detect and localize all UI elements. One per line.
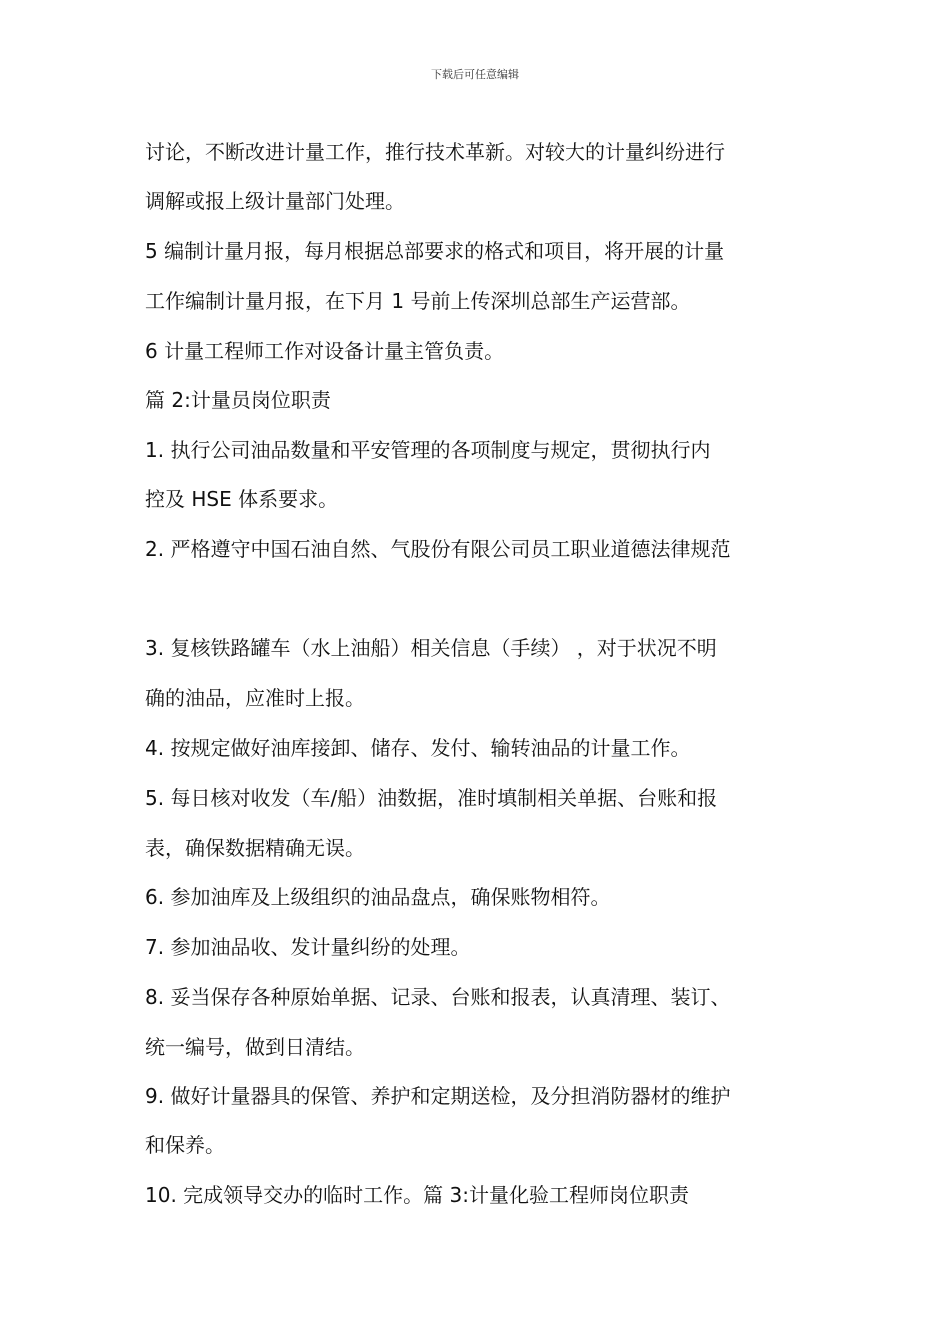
paragraph-line: 工作编制计量月报，在下月 1 号前上传深圳总部生产运营部。 [145,289,691,313]
paragraph-line: 9. 做好计量器具的保管、养护和定期送检，及分担消防器材的维护 [145,1084,731,1108]
paragraph-line: 讨论，不断改进计量工作，推行技术革新。对较大的计量纠纷进行 [145,140,725,164]
paragraph-line: 2. 严格遵守中国石油自然、气股份有限公司员工职业道德法律规范 [145,537,731,561]
paragraph-line: 和保养。 [145,1133,225,1157]
paragraph-line: 3. 复核铁路罐车（水上油船）相关信息（手续） ，对于状况不明 [145,636,717,660]
page-header: 下载后可任意编辑 [431,68,519,81]
paragraph-line: 统一编号，做到日清结。 [145,1035,365,1059]
section-heading: 篇 2:计量员岗位职责 [145,388,331,412]
paragraph-line: 确的油品，应准时上报。 [145,686,365,710]
paragraph-line: 5. 每日核对收发（车/船）油数据，准时填制相关单据、台账和报 [145,786,718,810]
paragraph-line: 4. 按规定做好油库接卸、储存、发付、输转油品的计量工作。 [145,736,691,760]
paragraph-line: 6 计量工程师工作对设备计量主管负责。 [145,339,505,363]
paragraph-line: 10. 完成领导交办的临时工作。篇 3:计量化验工程师岗位职责 [145,1183,689,1207]
paragraph-line: 调解或报上级计量部门处理。 [145,189,405,213]
paragraph-line: 7. 参加油品收、发计量纠纷的处理。 [145,935,471,959]
paragraph-line: 6. 参加油库及上级组织的油品盘点，确保账物相符。 [145,885,611,909]
paragraph-line: 控及 HSE 体系要求。 [145,487,339,511]
paragraph-line: 1. 执行公司油品数量和平安管理的各项制度与规定，贯彻执行内 [145,438,711,462]
paragraph-line: 表，确保数据精确无误。 [145,836,365,860]
paragraph-line: 8. 妥当保存各种原始单据、记录、台账和报表，认真清理、装订、 [145,985,731,1009]
paragraph-line: 5 编制计量月报，每月根据总部要求的格式和项目，将开展的计量 [145,239,725,263]
